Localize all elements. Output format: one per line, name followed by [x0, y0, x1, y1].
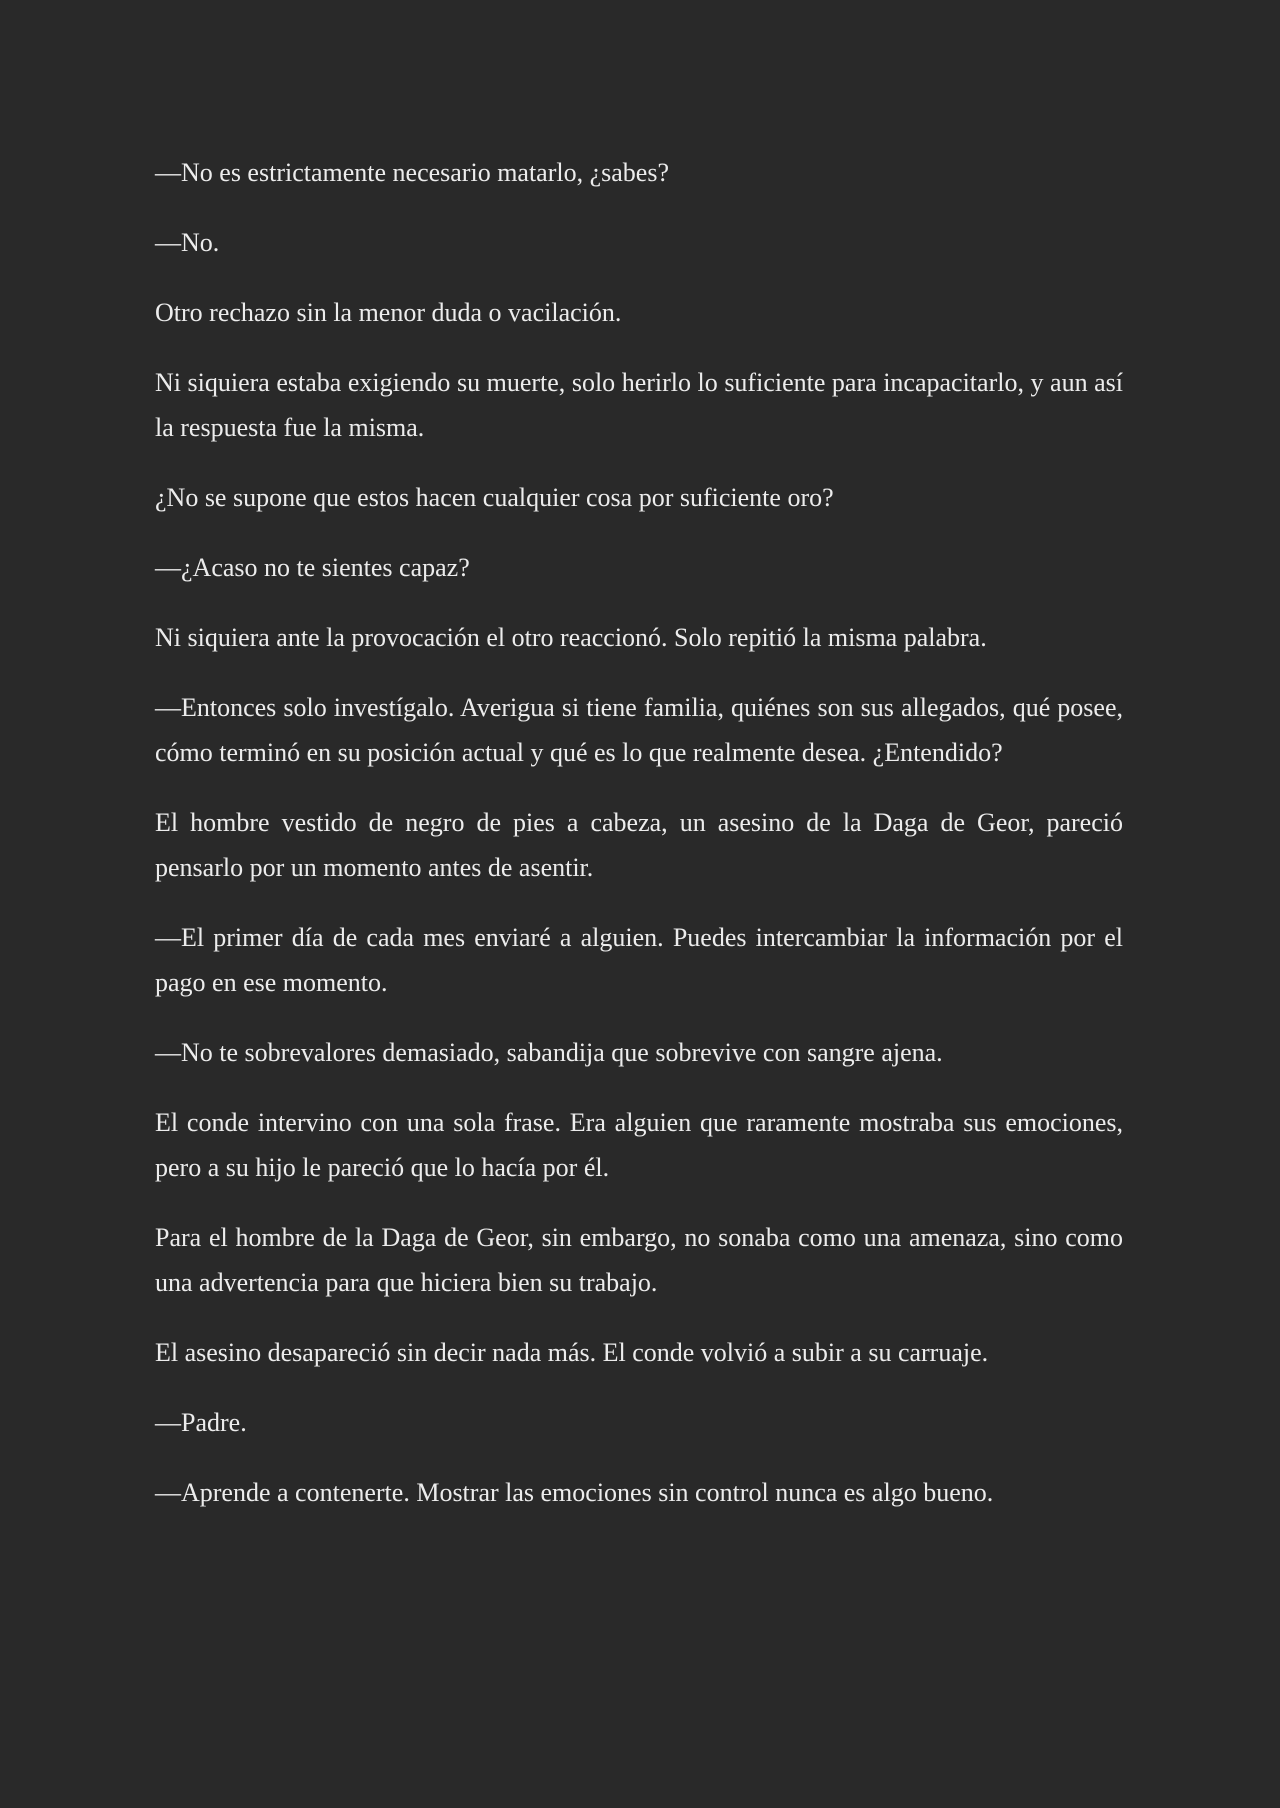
text-body	[155, 150, 1123, 1515]
paragraph: —El primer día de cada mes enviaré a alguien. Puedes intercambiar la información por el pago en ese momento.	[155, 923, 1123, 997]
paragraph: —No es estrictamente necesario matarlo, ¿sabes?	[155, 158, 669, 187]
paragraph: —¿Acaso no te sientes capaz?	[155, 553, 470, 582]
paragraph: Ni siquiera estaba exigiendo su muerte, solo herirlo lo suficiente para incapacitarlo, y aun así la respuesta fue la misma.	[155, 368, 1123, 442]
paragraph: Para el hombre de la Daga de Geor, sin embargo, no sonaba como una amenaza, sino como una advertencia para que hiciera bien su trabajo.	[155, 1223, 1123, 1297]
paragraph: Otro rechazo sin la menor duda o vacilación.	[155, 298, 622, 327]
paragraph: —Padre.	[155, 1408, 247, 1437]
paragraph: —Entonces solo investígalo. Averigua si tiene familia, quiénes son sus allegados, qué posee, cómo terminó en su posición actual y qué es lo que realmente desea. ¿Entendido?	[155, 693, 1123, 767]
paragraph: Ni siquiera ante la provocación el otro reaccionó. Solo repitió la misma palabra.	[155, 623, 987, 652]
paragraph: El asesino desapareció sin decir nada más. El conde volvió a subir a su carruaje.	[155, 1338, 989, 1367]
paragraph: El conde intervino con una sola frase. Era alguien que raramente mostraba sus emociones, pero a su hijo le pareció que lo hacía por él.	[155, 1108, 1123, 1182]
paragraph: ¿No se supone que estos hacen cualquier cosa por suficiente oro?	[155, 483, 834, 512]
paragraph: —No te sobrevalores demasiado, sabandija que sobrevive con sangre ajena.	[155, 1038, 943, 1067]
paragraph: —No.	[155, 228, 220, 257]
paragraph: —Aprende a contenerte. Mostrar las emociones sin control nunca es algo bueno.	[155, 1478, 994, 1507]
paragraph: El hombre vestido de negro de pies a cabeza, un asesino de la Daga de Geor, pareció pensarlo por un momento antes de asentir.	[155, 808, 1123, 882]
